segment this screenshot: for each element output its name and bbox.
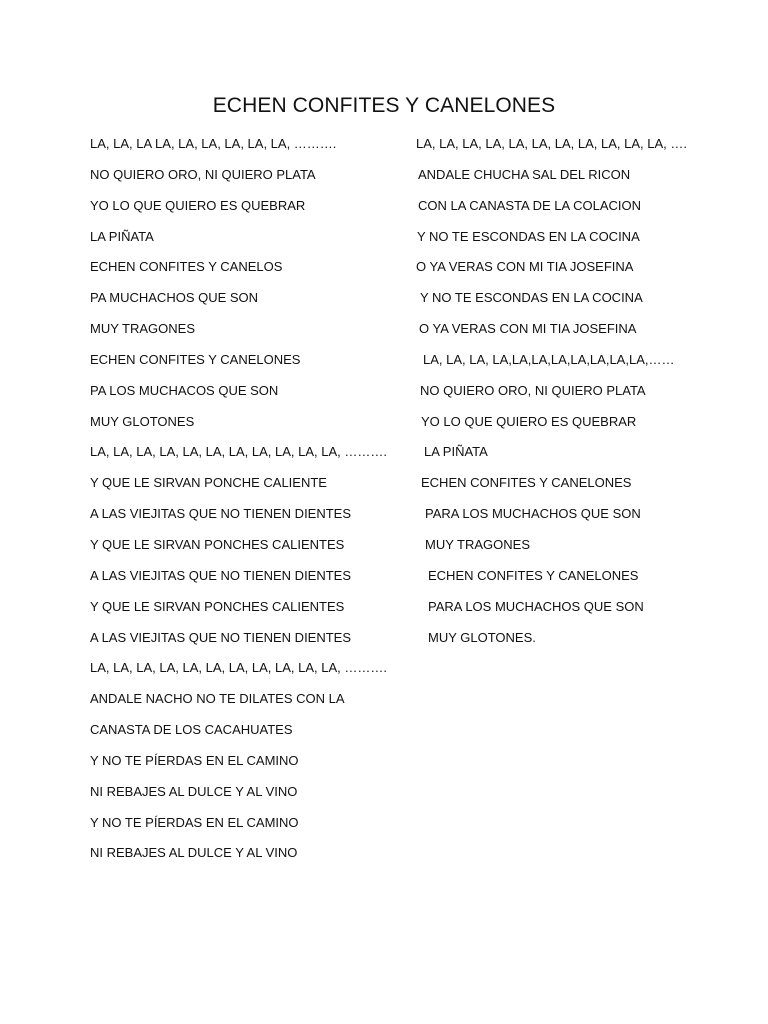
lyric-line: A LAS VIEJITAS QUE NO TIENEN DIENTES — [90, 629, 352, 645]
lyrics-left-column — [90, 134, 410, 874]
lyric-line: O YA VERAS CON MI TIA JOSEFINA — [416, 259, 634, 275]
lyric-line: PARA LOS MUCHACHOS QUE SON — [428, 598, 644, 614]
lyric-line: ECHEN CONFITES Y CANELONES — [428, 567, 639, 583]
lyric-line: LA, LA, LA, LA, LA, LA, LA, LA, LA, LA, LA, ………. — [90, 444, 387, 460]
lyric-line: Y NO TE PÍERDAS EN EL CAMINO — [90, 814, 299, 830]
lyric-line: ANDALE CHUCHA SAL DEL RICON — [418, 166, 631, 182]
lyric-line: PA MUCHACHOS QUE SON — [90, 290, 259, 306]
lyric-line: NI REBAJES AL DULCE Y AL VINO — [90, 783, 298, 799]
document-title: ECHEN CONFITES Y CANELONES — [212, 94, 556, 117]
lyric-line: CON LA CANASTA DE LA COLACION — [418, 197, 641, 213]
lyric-line: PA LOS MUCHACOS QUE SON — [90, 382, 279, 398]
lyric-line: A LAS VIEJITAS QUE NO TIENEN DIENTES — [90, 567, 352, 583]
lyric-line: O YA VERAS CON MI TIA JOSEFINA — [419, 321, 637, 337]
lyric-line: CANASTA DE LOS CACAHUATES — [90, 722, 293, 738]
lyric-line: Y NO TE ESCONDAS EN LA COCINA — [417, 228, 640, 244]
lyric-line: LA PIÑATA — [424, 444, 488, 460]
lyric-line: ANDALE NACHO NO TE DILATES CON LA — [90, 691, 345, 707]
lyric-line: NI REBAJES AL DULCE Y AL VINO — [90, 845, 298, 861]
lyric-line: LA, LA, LA, LA,LA,LA,LA,LA,LA,LA,LA,…… — [423, 351, 675, 367]
lyric-line: LA, LA, LA LA, LA, LA, LA, LA, LA, ………. — [90, 136, 337, 151]
lyric-line: ECHEN CONFITES Y CANELONES — [90, 351, 301, 367]
lyrics-right-column — [416, 134, 716, 658]
lyric-line: A LAS VIEJITAS QUE NO TIENEN DIENTES — [90, 506, 352, 522]
lyric-line: YO LO QUE QUIERO ES QUEBRAR — [90, 197, 306, 213]
lyric-line: NO QUIERO ORO, NI QUIERO PLATA — [420, 382, 646, 398]
lyric-line: MUY GLOTONES — [90, 413, 195, 429]
lyric-line: MUY TRAGONES — [90, 321, 195, 337]
lyric-line: Y QUE LE SIRVAN PONCHES CALIENTES — [90, 536, 345, 552]
lyric-line: Y NO TE ESCONDAS EN LA COCINA — [420, 290, 643, 306]
lyric-line: LA, LA, LA, LA, LA, LA, LA, LA, LA, LA, LA, …. — [416, 136, 687, 151]
lyric-line: Y QUE LE SIRVAN PONCHE CALIENTE — [90, 475, 327, 491]
lyric-line: Y NO TE PÍERDAS EN EL CAMINO — [90, 752, 299, 768]
lyric-line: NO QUIERO ORO, NI QUIERO PLATA — [90, 166, 316, 182]
lyric-line: MUY TRAGONES — [425, 536, 530, 552]
lyric-line: PARA LOS MUCHACHOS QUE SON — [425, 506, 641, 522]
lyric-line: MUY GLOTONES. — [428, 629, 536, 645]
lyric-line: YO LO QUE QUIERO ES QUEBRAR — [421, 413, 637, 429]
lyric-line: LA, LA, LA, LA, LA, LA, LA, LA, LA, LA, LA, ………. — [90, 660, 387, 676]
lyric-line: ECHEN CONFITES Y CANELONES — [421, 475, 632, 491]
lyric-line: Y QUE LE SIRVAN PONCHES CALIENTES — [90, 598, 345, 614]
lyric-line: ECHEN CONFITES Y CANELOS — [90, 259, 283, 275]
lyric-line: LA PIÑATA — [90, 228, 154, 244]
